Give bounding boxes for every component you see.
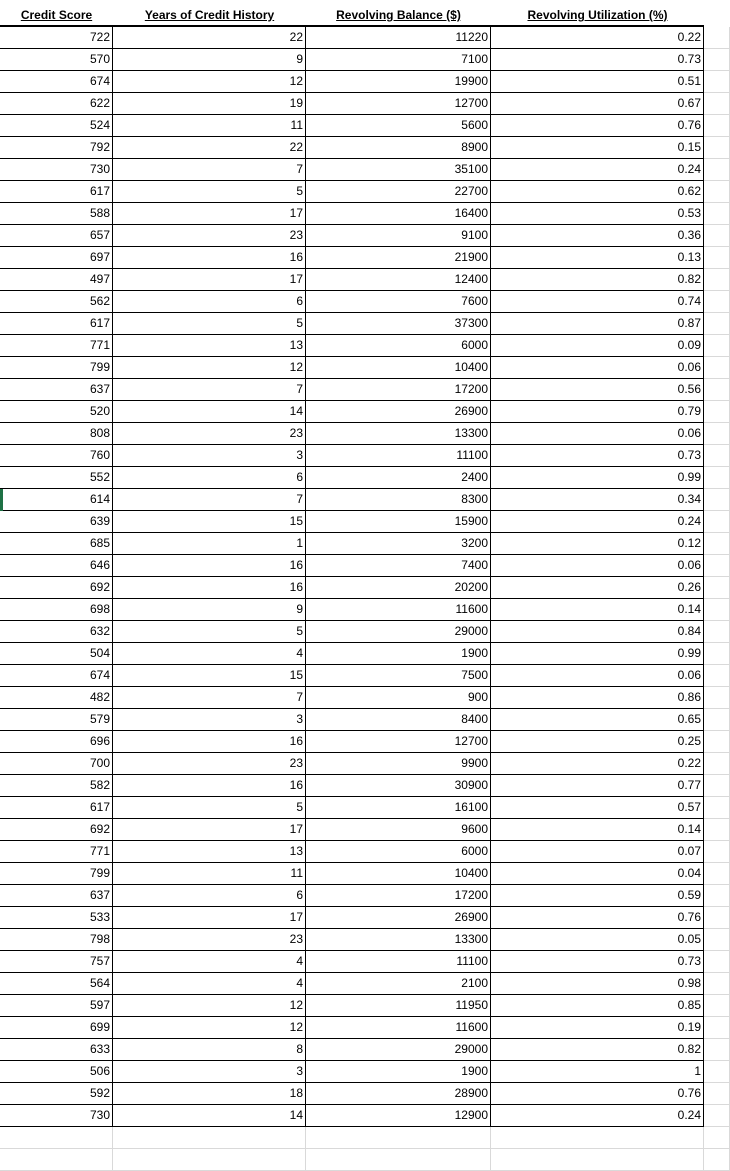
table-cell-revolving-utilization[interactable]: 0.73 (491, 49, 704, 71)
table-cell-revolving-balance[interactable]: 37300 (306, 313, 491, 335)
table-cell-revolving-utilization[interactable]: 0.06 (491, 357, 704, 379)
table-cell-revolving-balance[interactable]: 11220 (306, 27, 491, 49)
grid-cell[interactable] (491, 1149, 704, 1171)
table-cell-revolving-balance[interactable]: 28900 (306, 1083, 491, 1105)
table-cell-revolving-utilization[interactable]: 0.57 (491, 797, 704, 819)
grid-cell[interactable] (704, 929, 730, 951)
table-cell-revolving-utilization[interactable]: 0.85 (491, 995, 704, 1017)
grid-cell[interactable] (704, 1105, 730, 1127)
table-cell-years-history[interactable]: 16 (113, 247, 306, 269)
table-cell-revolving-balance[interactable]: 11600 (306, 1017, 491, 1039)
table-cell-revolving-utilization[interactable]: 0.77 (491, 775, 704, 797)
table-cell-years-history[interactable]: 3 (113, 709, 306, 731)
table-cell-years-history[interactable]: 13 (113, 335, 306, 357)
table-cell-revolving-utilization[interactable]: 0.84 (491, 621, 704, 643)
grid-cell[interactable] (704, 643, 730, 665)
table-cell-credit-score[interactable]: 597 (0, 995, 113, 1017)
table-cell-credit-score[interactable]: 482 (0, 687, 113, 709)
column-header-years-history[interactable] (113, 5, 306, 27)
table-cell-revolving-balance[interactable]: 17200 (306, 379, 491, 401)
table-cell-revolving-balance[interactable]: 16100 (306, 797, 491, 819)
grid-cell[interactable] (704, 357, 730, 379)
grid-cell[interactable] (704, 71, 730, 93)
table-cell-revolving-utilization[interactable]: 0.24 (491, 1105, 704, 1127)
table-cell-credit-score[interactable]: 697 (0, 247, 113, 269)
table-cell-revolving-balance[interactable]: 7100 (306, 49, 491, 71)
table-cell-credit-score[interactable]: 657 (0, 225, 113, 247)
table-cell-revolving-utilization[interactable]: 0.34 (491, 489, 704, 511)
grid-cell[interactable] (704, 533, 730, 555)
table-cell-revolving-balance[interactable]: 3200 (306, 533, 491, 555)
table-cell-years-history[interactable]: 16 (113, 577, 306, 599)
grid-cell[interactable] (704, 379, 730, 401)
table-cell-years-history[interactable]: 7 (113, 159, 306, 181)
grid-cell[interactable] (113, 1127, 306, 1149)
table-cell-years-history[interactable]: 6 (113, 467, 306, 489)
table-cell-years-history[interactable]: 12 (113, 71, 306, 93)
table-cell-revolving-balance[interactable]: 8400 (306, 709, 491, 731)
table-cell-credit-score[interactable]: 698 (0, 599, 113, 621)
table-cell-revolving-utilization[interactable]: 0.99 (491, 643, 704, 665)
table-cell-years-history[interactable]: 15 (113, 665, 306, 687)
table-cell-credit-score[interactable]: 700 (0, 753, 113, 775)
table-cell-years-history[interactable]: 1 (113, 533, 306, 555)
grid-cell[interactable] (704, 401, 730, 423)
grid-cell[interactable] (704, 577, 730, 599)
table-cell-credit-score[interactable]: 579 (0, 709, 113, 731)
table-cell-revolving-balance[interactable]: 12700 (306, 93, 491, 115)
table-cell-years-history[interactable]: 23 (113, 753, 306, 775)
table-cell-revolving-balance[interactable]: 12700 (306, 731, 491, 753)
table-cell-credit-score[interactable]: 588 (0, 203, 113, 225)
table-cell-years-history[interactable]: 23 (113, 423, 306, 445)
table-cell-years-history[interactable]: 12 (113, 995, 306, 1017)
table-cell-revolving-utilization[interactable]: 0.24 (491, 511, 704, 533)
grid-cell[interactable] (704, 1127, 730, 1149)
grid-cell[interactable] (704, 335, 730, 357)
grid-cell[interactable] (704, 27, 730, 49)
table-cell-credit-score[interactable]: 692 (0, 819, 113, 841)
table-cell-revolving-balance[interactable]: 29000 (306, 621, 491, 643)
table-cell-years-history[interactable]: 7 (113, 687, 306, 709)
table-cell-revolving-balance[interactable]: 22700 (306, 181, 491, 203)
table-cell-credit-score[interactable]: 617 (0, 313, 113, 335)
table-cell-credit-score[interactable]: 757 (0, 951, 113, 973)
table-cell-revolving-utilization[interactable]: 0.09 (491, 335, 704, 357)
table-cell-revolving-balance[interactable]: 8300 (306, 489, 491, 511)
table-cell-years-history[interactable]: 14 (113, 401, 306, 423)
table-cell-revolving-balance[interactable]: 35100 (306, 159, 491, 181)
table-cell-years-history[interactable]: 9 (113, 599, 306, 621)
table-cell-years-history[interactable]: 22 (113, 137, 306, 159)
grid-cell[interactable] (704, 841, 730, 863)
grid-cell[interactable] (704, 863, 730, 885)
table-cell-credit-score[interactable]: 798 (0, 929, 113, 951)
table-cell-credit-score[interactable]: 524 (0, 115, 113, 137)
table-cell-revolving-utilization[interactable]: 0.15 (491, 137, 704, 159)
table-cell-revolving-utilization[interactable]: 0.76 (491, 115, 704, 137)
grid-cell[interactable] (704, 467, 730, 489)
table-cell-years-history[interactable]: 16 (113, 731, 306, 753)
table-cell-revolving-utilization[interactable]: 0.82 (491, 1039, 704, 1061)
table-cell-revolving-utilization[interactable]: 0.56 (491, 379, 704, 401)
column-header-label: Credit Score (20, 8, 93, 22)
table-cell-credit-score[interactable]: 520 (0, 401, 113, 423)
table-cell-years-history[interactable]: 17 (113, 269, 306, 291)
table-cell-credit-score[interactable]: 771 (0, 841, 113, 863)
table-cell-revolving-balance[interactable]: 21900 (306, 247, 491, 269)
table-cell-revolving-balance[interactable]: 17200 (306, 885, 491, 907)
table-cell-revolving-utilization[interactable]: 0.82 (491, 269, 704, 291)
grid-cell[interactable] (704, 1061, 730, 1083)
table-cell-revolving-balance[interactable]: 11950 (306, 995, 491, 1017)
table-cell-years-history[interactable]: 6 (113, 291, 306, 313)
table-cell-revolving-utilization[interactable]: 0.06 (491, 555, 704, 577)
table-cell-revolving-utilization[interactable]: 0.22 (491, 753, 704, 775)
table-cell-revolving-utilization[interactable]: 0.53 (491, 203, 704, 225)
table-cell-years-history[interactable]: 4 (113, 951, 306, 973)
grid-cell[interactable] (704, 1149, 730, 1171)
grid-cell[interactable] (704, 555, 730, 577)
grid-cell[interactable] (704, 49, 730, 71)
table-cell-revolving-balance[interactable]: 9900 (306, 753, 491, 775)
grid-cell[interactable] (704, 269, 730, 291)
column-header-credit-score[interactable] (0, 5, 113, 27)
grid-cell[interactable] (704, 621, 730, 643)
table-cell-revolving-balance[interactable]: 30900 (306, 775, 491, 797)
table-cell-revolving-utilization[interactable]: 0.06 (491, 423, 704, 445)
table-cell-years-history[interactable]: 23 (113, 225, 306, 247)
table-cell-credit-score[interactable]: 617 (0, 181, 113, 203)
table-cell-revolving-balance[interactable]: 26900 (306, 401, 491, 423)
table-cell-years-history[interactable]: 5 (113, 313, 306, 335)
table-cell-credit-score[interactable]: 622 (0, 93, 113, 115)
table-cell-credit-score[interactable]: 637 (0, 379, 113, 401)
grid-cell[interactable] (704, 181, 730, 203)
table-cell-credit-score[interactable]: 685 (0, 533, 113, 555)
grid-cell[interactable] (704, 753, 730, 775)
table-cell-revolving-balance[interactable]: 6000 (306, 335, 491, 357)
table-cell-revolving-balance[interactable]: 10400 (306, 863, 491, 885)
grid-cell[interactable] (704, 973, 730, 995)
table-cell-credit-score[interactable]: 799 (0, 357, 113, 379)
grid-cell[interactable] (704, 951, 730, 973)
table-cell-revolving-balance[interactable]: 11600 (306, 599, 491, 621)
table-cell-revolving-utilization[interactable]: 0.51 (491, 71, 704, 93)
table-cell-years-history[interactable]: 7 (113, 489, 306, 511)
table-cell-revolving-balance[interactable]: 16400 (306, 203, 491, 225)
table-cell-revolving-balance[interactable]: 13300 (306, 423, 491, 445)
grid-cell[interactable] (704, 775, 730, 797)
table-cell-credit-score[interactable]: 696 (0, 731, 113, 753)
grid-cell[interactable] (704, 511, 730, 533)
table-cell-credit-score[interactable]: 592 (0, 1083, 113, 1105)
table-cell-revolving-utilization[interactable]: 0.74 (491, 291, 704, 313)
table-cell-years-history[interactable]: 11 (113, 863, 306, 885)
table-cell-revolving-balance[interactable]: 7500 (306, 665, 491, 687)
grid-cell[interactable] (704, 291, 730, 313)
table-cell-revolving-utilization[interactable]: 0.76 (491, 907, 704, 929)
grid-cell[interactable] (704, 247, 730, 269)
table-cell-revolving-utilization[interactable]: 0.86 (491, 687, 704, 709)
table-cell-revolving-balance[interactable]: 12400 (306, 269, 491, 291)
table-cell-revolving-utilization[interactable]: 0.59 (491, 885, 704, 907)
table-cell-revolving-utilization[interactable]: 0.13 (491, 247, 704, 269)
table-cell-years-history[interactable]: 16 (113, 555, 306, 577)
table-cell-years-history[interactable]: 15 (113, 511, 306, 533)
table-cell-years-history[interactable]: 22 (113, 27, 306, 49)
table-cell-revolving-balance[interactable]: 6000 (306, 841, 491, 863)
table-cell-revolving-balance[interactable]: 19900 (306, 71, 491, 93)
table-cell-credit-score[interactable]: 692 (0, 577, 113, 599)
grid-cell[interactable] (704, 313, 730, 335)
table-cell-revolving-utilization[interactable]: 0.19 (491, 1017, 704, 1039)
table-cell-credit-score[interactable]: 674 (0, 71, 113, 93)
table-cell-revolving-balance[interactable]: 11100 (306, 951, 491, 973)
grid-cell[interactable] (704, 445, 730, 467)
table-cell-credit-score[interactable]: 699 (0, 1017, 113, 1039)
table-cell-revolving-balance[interactable]: 7400 (306, 555, 491, 577)
table-cell-years-history[interactable]: 8 (113, 1039, 306, 1061)
table-cell-revolving-utilization[interactable]: 1 (491, 1061, 704, 1083)
table-cell-years-history[interactable]: 3 (113, 445, 306, 467)
table-cell-credit-score[interactable]: 506 (0, 1061, 113, 1083)
table-cell-revolving-balance[interactable]: 11100 (306, 445, 491, 467)
table-cell-years-history[interactable]: 23 (113, 929, 306, 951)
grid-cell[interactable] (704, 1083, 730, 1105)
table-cell-revolving-utilization[interactable]: 0.76 (491, 1083, 704, 1105)
grid-cell[interactable] (491, 1127, 704, 1149)
table-cell-revolving-utilization[interactable]: 0.06 (491, 665, 704, 687)
table-cell-credit-score[interactable]: 582 (0, 775, 113, 797)
table-cell-credit-score[interactable]: 497 (0, 269, 113, 291)
table-cell-years-history[interactable]: 4 (113, 643, 306, 665)
grid-cell[interactable] (704, 115, 730, 137)
grid-cell[interactable] (704, 731, 730, 753)
table-cell-credit-score[interactable]: 646 (0, 555, 113, 577)
table-cell-revolving-balance[interactable]: 20200 (306, 577, 491, 599)
grid-cell[interactable] (0, 1149, 113, 1171)
table-cell-revolving-utilization[interactable]: 0.73 (491, 951, 704, 973)
grid-cell[interactable] (704, 423, 730, 445)
table-cell-revolving-balance[interactable]: 12900 (306, 1105, 491, 1127)
table-cell-credit-score[interactable]: 614 (0, 489, 113, 511)
table-cell-revolving-balance[interactable]: 29000 (306, 1039, 491, 1061)
grid-cell[interactable] (704, 93, 730, 115)
table-cell-revolving-balance[interactable]: 10400 (306, 357, 491, 379)
grid-cell[interactable] (704, 709, 730, 731)
table-cell-credit-score[interactable]: 562 (0, 291, 113, 313)
table-cell-credit-score[interactable]: 504 (0, 643, 113, 665)
grid-cell[interactable] (704, 687, 730, 709)
grid-cell[interactable] (704, 159, 730, 181)
table-cell-revolving-utilization[interactable]: 0.14 (491, 599, 704, 621)
column-header-label: Revolving Balance ($) (336, 8, 461, 22)
table-cell-years-history[interactable]: 5 (113, 621, 306, 643)
table-cell-revolving-utilization[interactable]: 0.26 (491, 577, 704, 599)
table-cell-years-history[interactable]: 6 (113, 885, 306, 907)
table-cell-revolving-utilization[interactable]: 0.07 (491, 841, 704, 863)
table-cell-revolving-balance[interactable]: 5600 (306, 115, 491, 137)
table-cell-credit-score[interactable]: 637 (0, 885, 113, 907)
table-cell-years-history[interactable]: 13 (113, 841, 306, 863)
table-cell-credit-score[interactable]: 808 (0, 423, 113, 445)
table-cell-years-history[interactable]: 5 (113, 181, 306, 203)
column-header-label: Revolving Utilization (%) (527, 8, 668, 22)
grid-cell[interactable] (704, 599, 730, 621)
table-cell-revolving-utilization[interactable]: 0.24 (491, 159, 704, 181)
table-cell-years-history[interactable]: 12 (113, 357, 306, 379)
table-cell-years-history[interactable]: 16 (113, 775, 306, 797)
table-cell-credit-score[interactable]: 722 (0, 27, 113, 49)
table-cell-years-history[interactable]: 14 (113, 1105, 306, 1127)
table-cell-revolving-balance[interactable]: 1900 (306, 1061, 491, 1083)
table-cell-revolving-utilization[interactable]: 0.65 (491, 709, 704, 731)
table-cell-revolving-utilization[interactable]: 0.98 (491, 973, 704, 995)
table-cell-credit-score[interactable]: 570 (0, 49, 113, 71)
table-cell-credit-score[interactable]: 533 (0, 907, 113, 929)
column-header-revolving-utilization[interactable] (491, 5, 704, 27)
table-cell-revolving-utilization[interactable]: 0.04 (491, 863, 704, 885)
grid-cell[interactable] (704, 907, 730, 929)
table-cell-years-history[interactable]: 7 (113, 379, 306, 401)
table-cell-revolving-utilization[interactable]: 0.05 (491, 929, 704, 951)
table-cell-revolving-utilization[interactable]: 0.12 (491, 533, 704, 555)
table-cell-years-history[interactable]: 12 (113, 1017, 306, 1039)
table-cell-revolving-balance[interactable]: 2400 (306, 467, 491, 489)
table-cell-revolving-utilization[interactable]: 0.22 (491, 27, 704, 49)
table-cell-revolving-utilization[interactable]: 0.25 (491, 731, 704, 753)
grid-cell[interactable] (704, 203, 730, 225)
table-cell-years-history[interactable]: 9 (113, 49, 306, 71)
table-cell-years-history[interactable]: 11 (113, 115, 306, 137)
table-cell-revolving-utilization[interactable]: 0.36 (491, 225, 704, 247)
table-cell-revolving-utilization[interactable]: 0.87 (491, 313, 704, 335)
table-cell-credit-score[interactable]: 792 (0, 137, 113, 159)
grid-cell[interactable] (704, 665, 730, 687)
table-cell-credit-score[interactable]: 771 (0, 335, 113, 357)
grid-cell[interactable] (704, 819, 730, 841)
grid-cell[interactable] (704, 225, 730, 247)
table-cell-revolving-balance[interactable]: 26900 (306, 907, 491, 929)
table-cell-credit-score[interactable]: 730 (0, 159, 113, 181)
table-cell-credit-score[interactable]: 617 (0, 797, 113, 819)
table-cell-years-history[interactable]: 5 (113, 797, 306, 819)
table-cell-revolving-balance[interactable]: 15900 (306, 511, 491, 533)
grid-cell[interactable] (704, 797, 730, 819)
grid-cell[interactable] (704, 1039, 730, 1061)
table-cell-credit-score[interactable]: 633 (0, 1039, 113, 1061)
table-cell-revolving-utilization[interactable]: 0.14 (491, 819, 704, 841)
grid-cell[interactable] (306, 1127, 491, 1149)
grid-cell[interactable] (306, 1149, 491, 1171)
table-cell-revolving-balance[interactable]: 7600 (306, 291, 491, 313)
table-cell-years-history[interactable]: 19 (113, 93, 306, 115)
table-cell-credit-score[interactable]: 674 (0, 665, 113, 687)
table-cell-years-history[interactable]: 3 (113, 1061, 306, 1083)
table-cell-credit-score[interactable]: 730 (0, 1105, 113, 1127)
table-cell-credit-score[interactable]: 799 (0, 863, 113, 885)
table-cell-years-history[interactable]: 18 (113, 1083, 306, 1105)
table-cell-credit-score[interactable]: 639 (0, 511, 113, 533)
grid-cell[interactable] (113, 1149, 306, 1171)
table-cell-revolving-balance[interactable]: 9600 (306, 819, 491, 841)
table-cell-years-history[interactable]: 17 (113, 203, 306, 225)
column-header-revolving-balance[interactable] (306, 5, 491, 27)
grid-cell[interactable] (704, 995, 730, 1017)
table-cell-revolving-utilization[interactable]: 0.99 (491, 467, 704, 489)
table-cell-revolving-balance[interactable]: 13300 (306, 929, 491, 951)
grid-cell[interactable] (704, 885, 730, 907)
table-cell-years-history[interactable]: 4 (113, 973, 306, 995)
table-cell-revolving-utilization[interactable]: 0.62 (491, 181, 704, 203)
grid-cell[interactable] (704, 489, 730, 511)
table-cell-years-history[interactable]: 17 (113, 819, 306, 841)
table-cell-revolving-utilization[interactable]: 0.73 (491, 445, 704, 467)
table-cell-credit-score[interactable]: 632 (0, 621, 113, 643)
table-cell-years-history[interactable]: 17 (113, 907, 306, 929)
table-cell-credit-score[interactable]: 564 (0, 973, 113, 995)
table-cell-credit-score[interactable]: 760 (0, 445, 113, 467)
table-cell-revolving-balance[interactable]: 9100 (306, 225, 491, 247)
table-cell-revolving-utilization[interactable]: 0.67 (491, 93, 704, 115)
table-cell-revolving-balance[interactable]: 1900 (306, 643, 491, 665)
table-cell-credit-score[interactable]: 552 (0, 467, 113, 489)
selection-indicator (0, 489, 3, 511)
table-cell-revolving-utilization[interactable]: 0.79 (491, 401, 704, 423)
column-header-label: Years of Credit History (144, 8, 275, 22)
table-cell-revolving-balance[interactable]: 8900 (306, 137, 491, 159)
table-cell-revolving-balance[interactable]: 900 (306, 687, 491, 709)
grid-cell[interactable] (704, 1017, 730, 1039)
grid-cell[interactable] (0, 1127, 113, 1149)
table-cell-revolving-balance[interactable]: 2100 (306, 973, 491, 995)
grid-cell[interactable] (704, 137, 730, 159)
